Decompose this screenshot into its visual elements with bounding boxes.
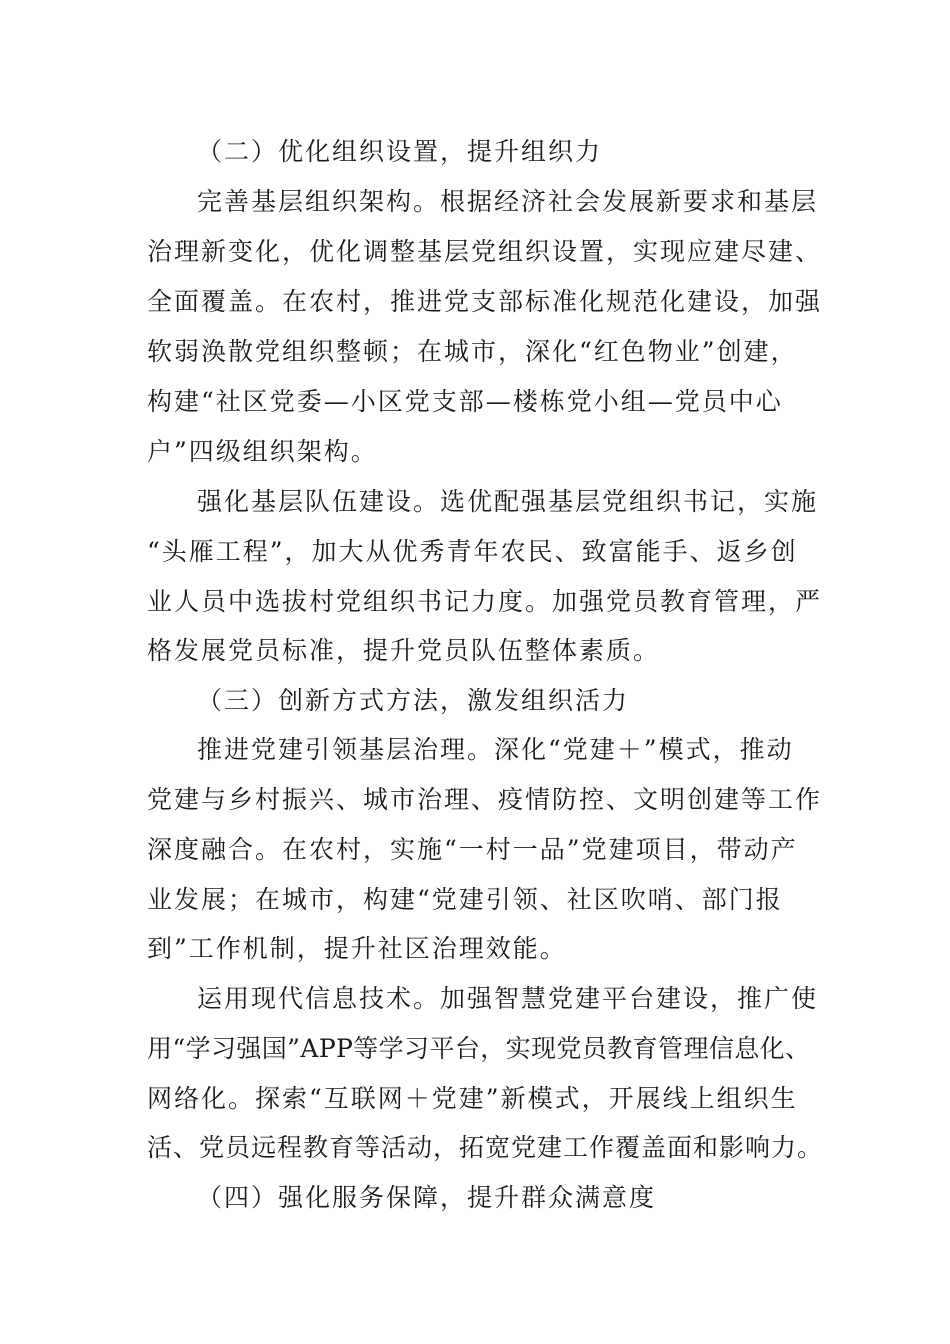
paragraph-line: 活、党员远程教育等活动，拓宽党建工作覆盖面和影响力。 — [147, 1133, 824, 1162]
paragraph-line: 全面覆盖。在农村，推进党支部标准化规范化建设，加强 — [147, 287, 823, 316]
paragraph-line: 深度融合。在农村，实施“一村一品”党建项目，带动产 — [147, 835, 798, 864]
section-heading: （二）优化组织设置，提升组织力 — [197, 137, 603, 166]
paragraph-line: 推进党建引领基层治理。深化“党建＋”模式，推动 — [197, 735, 794, 764]
paragraph-line: 网络化。探索“互联网＋党建”新模式，开展线上组织生 — [147, 1084, 798, 1113]
section-heading: （三）创新方式方法，激发组织活力 — [197, 686, 630, 715]
paragraph-line: 业发展；在城市，构建“党建引领、社区吹哨、部门报 — [147, 885, 783, 914]
paragraph-line: 构建“社区党委—小区党支部—楼栋党小组—党员中心 — [147, 387, 783, 416]
paragraph-line: 户”四级组织架构。 — [147, 437, 378, 466]
paragraph-line: 强化基层队伍建设。选优配强基层党组织书记，实施 — [197, 487, 819, 516]
paragraph-line: 用“学习强国”APP等学习平台，实现党员教育管理信息化、 — [147, 1034, 811, 1063]
paragraph-line: 治理新变化，优化调整基层党组织设置，实现应建尽建、 — [147, 237, 823, 266]
paragraph-line: 到”工作机制，提升社区治理效能。 — [147, 934, 567, 963]
paragraph-line: 软弱涣散党组织整顿；在城市，深化“红色物业”创建， — [147, 337, 798, 366]
paragraph-line: 运用现代信息技术。加强智慧党建平台建设，推广使 — [197, 984, 819, 1013]
paragraph-line: 党建与乡村振兴、城市治理、疫情防控、文明创建等工作 — [147, 785, 823, 814]
paragraph-line: 格发展党员标准，提升党员队伍整体素质。 — [147, 636, 661, 665]
paragraph-line: 业人员中选拔村党组织书记力度。加强党员教育管理，严 — [147, 587, 823, 616]
paragraph-line: 完善基层组织架构。根据经济社会发展新要求和基层 — [197, 187, 819, 216]
section-heading: （四）强化服务保障，提升群众满意度 — [197, 1183, 657, 1212]
paragraph-line: “头雁工程”，加大从优秀青年农民、致富能手、返乡创 — [147, 537, 798, 566]
